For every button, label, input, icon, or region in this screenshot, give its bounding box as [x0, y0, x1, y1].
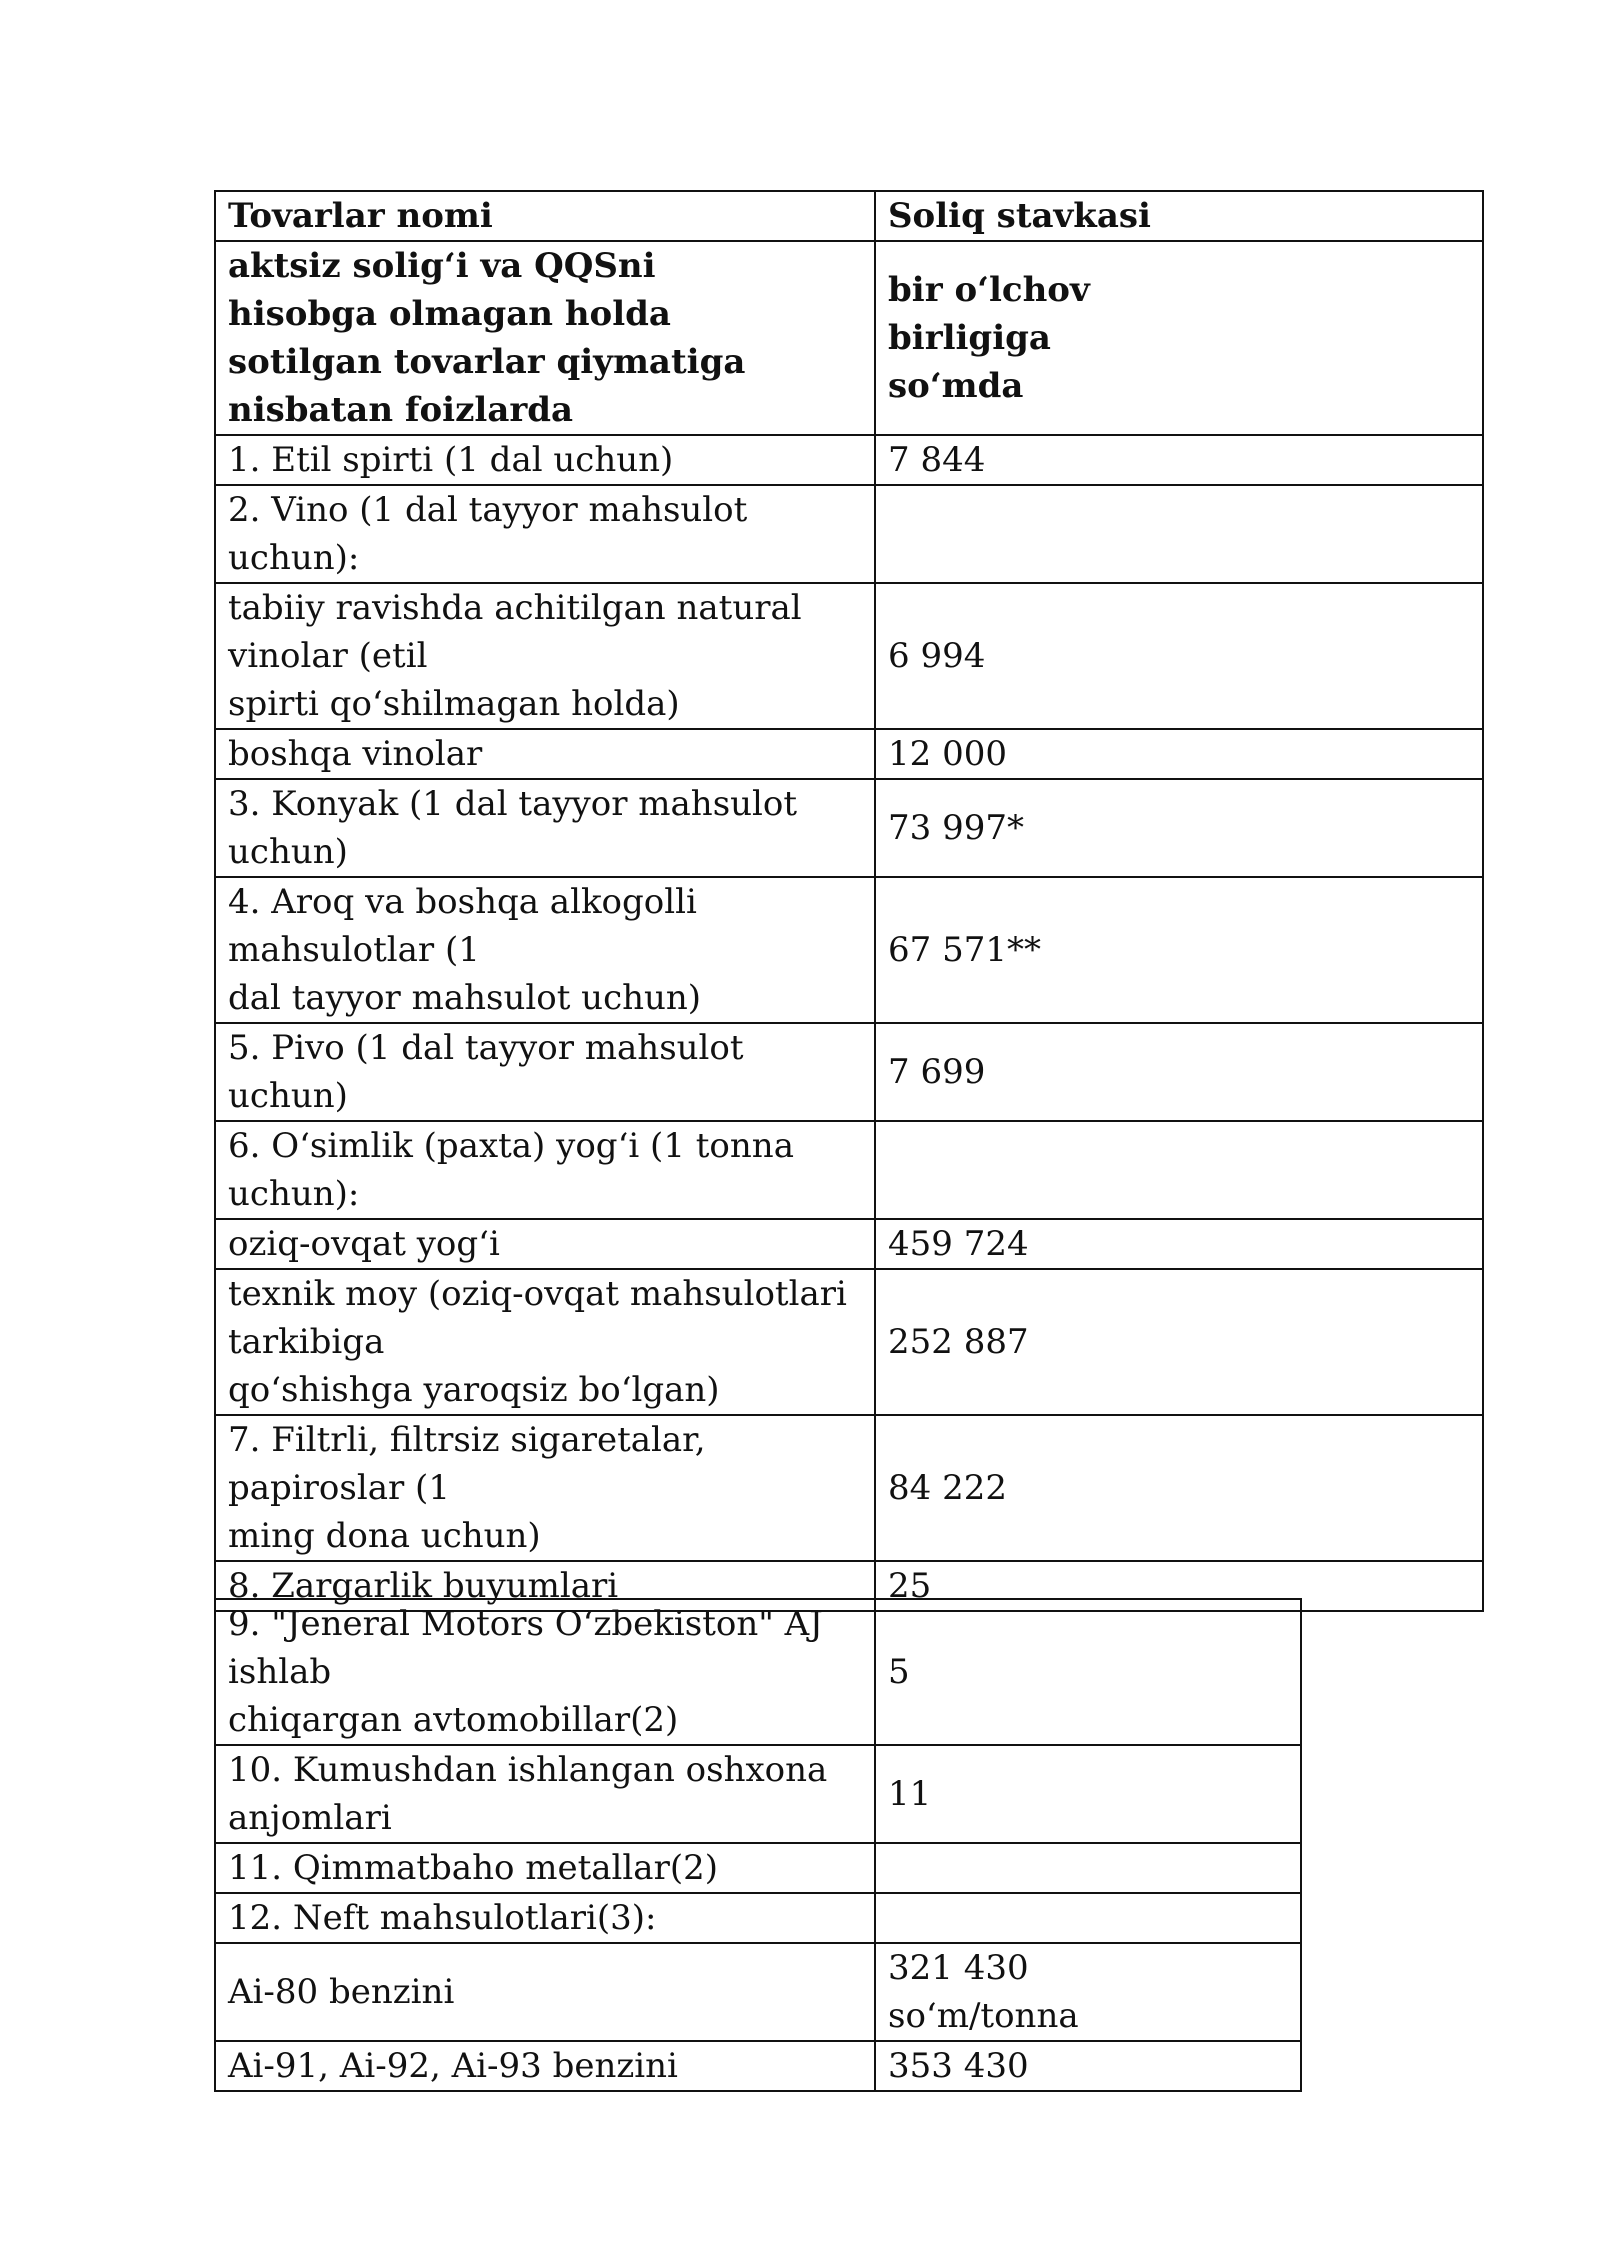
table-row: [215, 779, 1483, 877]
tax-rate-cell: [875, 485, 1483, 583]
tax-rate-cell: 73 997*: [875, 779, 1483, 877]
table-row: [215, 1415, 1483, 1561]
goods-name-cell: 5. Pivo (1 dal tayyor mahsulot uchun): [215, 1023, 875, 1121]
table-row: [215, 1269, 1483, 1415]
table-row: [215, 583, 1483, 729]
goods-name-cell: 2. Vino (1 dal tayyor mahsulot uchun):: [215, 485, 875, 583]
tax-rate-cell: 459 724: [875, 1219, 1483, 1269]
tax-rate-cell: 7 844: [875, 435, 1483, 485]
goods-name-cell: 1. Etil spirti (1 dal uchun): [215, 435, 875, 485]
goods-name-cell: 4. Aroq va boshqa alkogolli mahsulotlar (1 dal tayyor mahsulot uchun): [215, 877, 875, 1023]
tax-rate-cell: 7 699: [875, 1023, 1483, 1121]
tax-rate-cell: 5: [875, 1599, 1301, 1745]
table-header-row: [215, 191, 1483, 241]
tax-rate-cell: 84 222: [875, 1415, 1483, 1561]
goods-name-cell: 11. Qimmatbaho metallar(2): [215, 1843, 875, 1893]
goods-name-cell: texnik moy (oziq-ovqat mahsulotlari tarkibiga qo‘shishga yaroqsiz bo‘lgan): [215, 1269, 875, 1415]
subheader-percent-note: aktsiz solig‘i va QQSni hisobga olmagan holda sotilgan tovarlar qiymatiga nisbatan foizlarda: [215, 241, 875, 435]
table-row: [215, 1219, 1483, 1269]
table-row: [215, 1599, 1301, 1745]
tax-rate-cell: 252 887: [875, 1269, 1483, 1415]
goods-name-cell: tabiiy ravishda achitilgan natural vinolar (etil spirti qo‘shilmagan holda): [215, 583, 875, 729]
table-row: [215, 435, 1483, 485]
tax-rate-cell: 12 000: [875, 729, 1483, 779]
tax-rate-cell: [875, 1893, 1301, 1943]
goods-name-cell: 3. Konyak (1 dal tayyor mahsulot uchun): [215, 779, 875, 877]
tax-rate-cell: [875, 1843, 1301, 1893]
tax-rate-cell: 6 994: [875, 583, 1483, 729]
goods-name-cell: oziq-ovqat yog‘i: [215, 1219, 875, 1269]
goods-name-cell: 7. Filtrli, filtrsiz sigaretalar, papiroslar (1 ming dona uchun): [215, 1415, 875, 1561]
table-row: [215, 1745, 1301, 1843]
tax-rate-cell: 321 430 so‘m/tonna: [875, 1943, 1301, 2041]
column-header-goods-name: Tovarlar nomi: [215, 191, 875, 241]
goods-name-cell: 12. Neft mahsulotlari(3):: [215, 1893, 875, 1943]
excise-tax-table-continued: [214, 1598, 1302, 2092]
goods-name-cell: Ai-91, Ai-92, Ai-93 benzini: [215, 2041, 875, 2091]
table-row: [215, 877, 1483, 1023]
table-row: [215, 1943, 1301, 2041]
table-row: [215, 729, 1483, 779]
goods-name-cell: 10. Kumushdan ishlangan oshxona anjomlari: [215, 1745, 875, 1843]
goods-name-cell: Ai-80 benzini: [215, 1943, 875, 2041]
subheader-unit-note: bir o‘lchov birligiga so‘mda: [875, 241, 1483, 435]
tax-rate-cell: 25: [875, 1561, 1483, 1611]
tax-rate-cell: 11: [875, 1745, 1301, 1843]
table-row: [215, 2041, 1301, 2091]
table-row: [215, 485, 1483, 583]
goods-name-cell: boshqa vinolar: [215, 729, 875, 779]
table-row: [215, 1023, 1483, 1121]
tax-rate-cell: 353 430: [875, 2041, 1301, 2091]
table-subheader-row: [215, 241, 1483, 435]
table-row: [215, 1843, 1301, 1893]
goods-name-cell: 9. "Jeneral Motors O‘zbekiston" AJ ishlab chiqargan avtomobillar(2): [215, 1599, 875, 1745]
table-row: [215, 1121, 1483, 1219]
table-row: [215, 1893, 1301, 1943]
goods-name-cell: 6. O‘simlik (paxta) yog‘i (1 tonna uchun):: [215, 1121, 875, 1219]
tax-rate-cell: [875, 1121, 1483, 1219]
column-header-tax-rate: Soliq stavkasi: [875, 191, 1483, 241]
tax-rate-cell: 67 571**: [875, 877, 1483, 1023]
excise-tax-table: [214, 190, 1484, 1612]
goods-name-cell: 8. Zargarlik buyumlari: [215, 1561, 875, 1611]
